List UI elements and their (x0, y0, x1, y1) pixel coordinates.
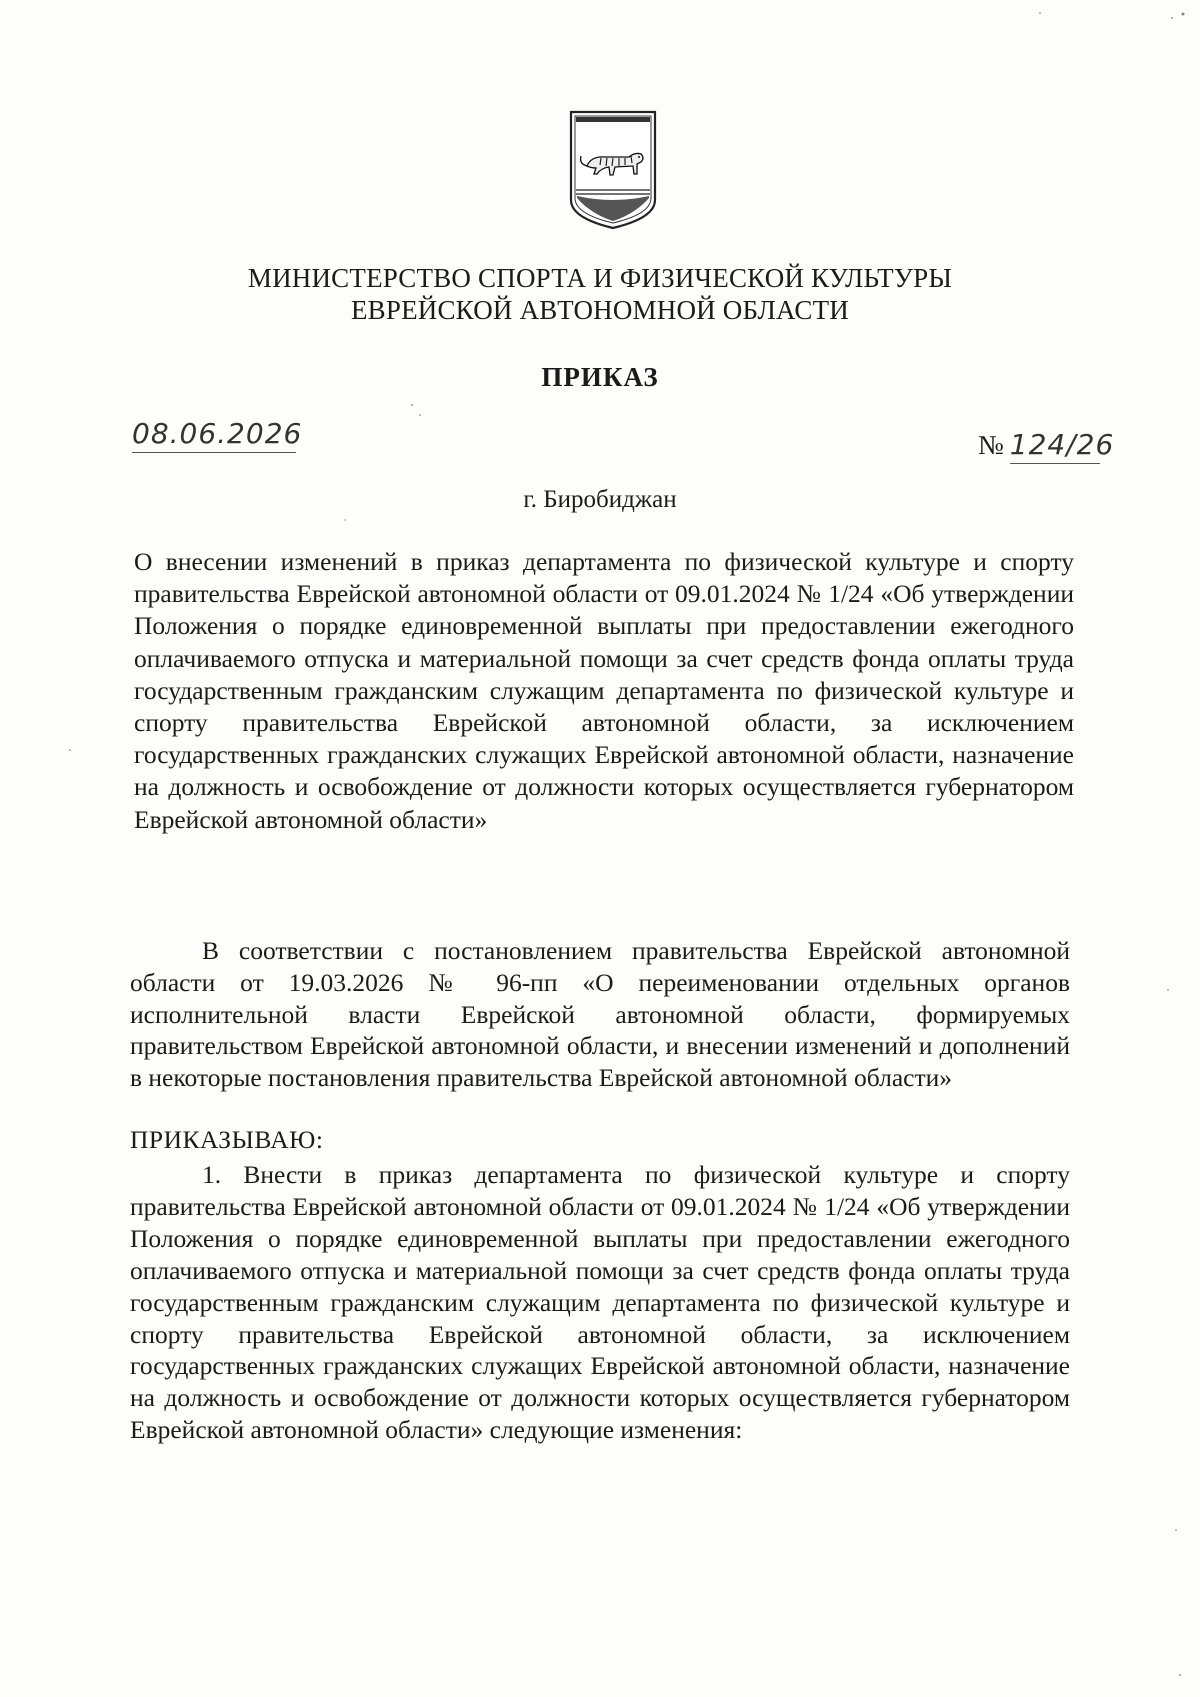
number-sign: № (978, 430, 1004, 460)
document-subject: О внесении изменений в приказ департамента по физической культуре и спорту правительства Еврейской автономной области от 09.01.2024 № 1/24 «Об утверждении Положения о порядке единовременной выплаты при предоставлении ежегодного оплачиваемого отпуска и материальной помощи за счет средств фонда оплаты труда государственным гражданским служащим департамента по физической культуре и спорту правительства Еврейской автономной области, за исключением государственных гражданских служащих Еврейской автономной области, назначение на должность и освобождение от должности которых осуществляется губернатором Еврейской автономной области» (134, 547, 1074, 834)
ministry-name-line2: ЕВРЕЙСКОЙ АВТОНОМНОЙ ОБЛАСТИ (350, 295, 850, 325)
ministry-name-line1: МИНИСТЕРСТВО СПОРТА И ФИЗИЧЕСКОЙ КУЛЬТУРЫ (247, 263, 953, 293)
city-line: г. Биробиджан (523, 486, 677, 513)
order-date: 08.06.2026 (132, 417, 296, 453)
order-number: 124/26 (1010, 428, 1100, 464)
order-item-1: 1. Внести в приказ департамента по физической культуре и спорту правительства Еврейской автономной области от 09.01.2024 № 1/24 «Об утверждении Положения о порядке единовременной выплаты при предоставлении ежегодного оплачиваемого отпуска и материальной помощи за счет средств фонда оплаты труда государственным гражданским служащим департамента по физической культуре и спорту правительства Еврейской автономной области, за исключением государственных гражданских служащих Еврейской автономной области, назначение на должность и освобождение от должности которых осуществляется губернатором Еврейской автономной области» следующие изменения: (130, 1160, 1070, 1445)
order-directive-word: ПРИКАЗЫВАЮ: (130, 1125, 324, 1154)
document-title: ПРИКАЗ (541, 362, 659, 392)
coat-of-arms-tiger-icon (565, 108, 661, 232)
preamble-paragraph: В соответствии с постановлением правительства Еврейской автономной области от 19.03.2026 № 96-пп «О переименовании отдельных органов исполнительной власти Еврейской автономной области, формируемых правительством Еврейской автономной области, и внесении изменений и дополнений в некоторые постановления правительства Еврейской автономной области» (130, 936, 1070, 1093)
ministry-name (0, 262, 1200, 326)
order-number-block (978, 428, 1115, 464)
